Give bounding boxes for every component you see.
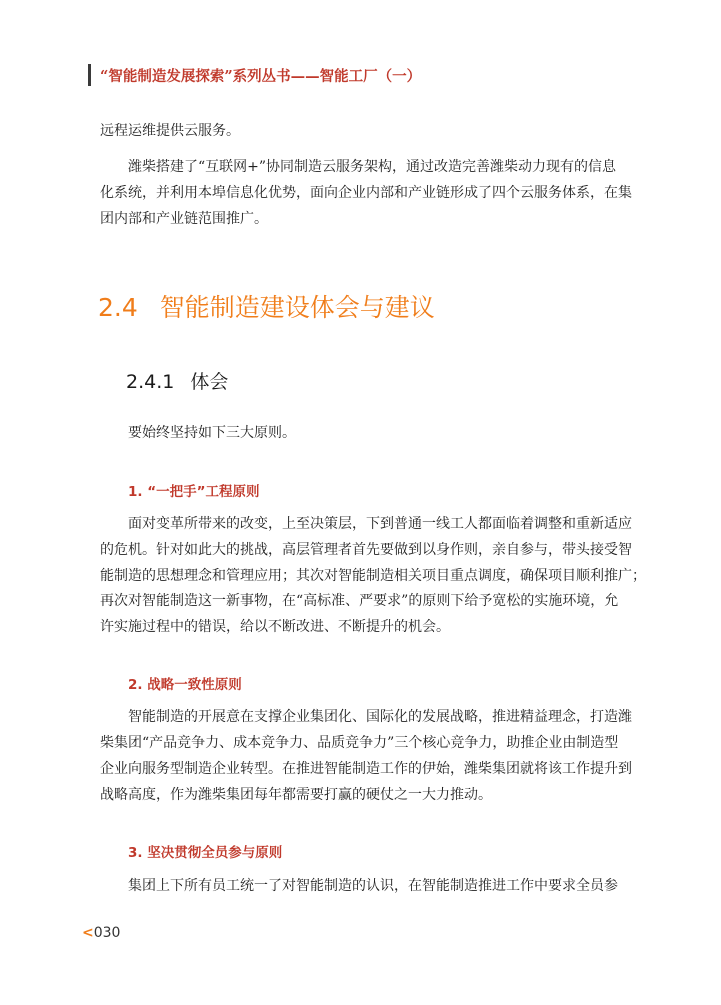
principle-1-line: 能制造的思想理念和管理应用；其次对智能制造相关项目重点调度，确保项目顺利推广；	[100, 568, 646, 584]
principle-heading-2: 2. 战略一致性原则	[128, 677, 242, 693]
principle-heading-3: 3. 坚决贯彻全员参与原则	[128, 845, 283, 861]
lead-paragraph: 要始终坚持如下三大原则。	[128, 425, 296, 441]
page-number	[82, 925, 120, 941]
principle-2-line: 柴集团“产品竞争力、成本竞争力、品质竞争力”三个核心竞争力，助推企业由制造型	[100, 735, 619, 751]
principle-1-line: 面对变革所带来的改变，上至决策层，下到普通一线工人都面临着调整和重新适应	[128, 516, 632, 532]
section-title: 智能制造建设体会与建议	[159, 293, 435, 322]
principle-1-line: 的危机。针对如此大的挑战，高层管理者首先要做到以身作则，亲自参与，带头接受智	[100, 542, 632, 558]
principle-2-line: 智能制造的开展意在支撑企业集团化、国际化的发展战略，推进精益理念，打造潍	[128, 709, 632, 725]
intro-line: 团内部和产业链范围推广。	[100, 211, 268, 227]
intro-line: 化系统，并利用本埠信息化优势，面向企业内部和产业链形成了四个云服务体系，在集	[100, 185, 632, 201]
subsection-heading	[126, 367, 228, 394]
principle-2-line: 战略高度，作为潍柴集团每年都需要打赢的硬仗之一大力推动。	[100, 787, 492, 803]
principle-heading-1: 1. “一把手”工程原则	[128, 484, 260, 500]
subsection-number: 2.4.1	[126, 371, 175, 393]
section-number: 2.4	[98, 293, 138, 322]
principle-1-line: 再次对智能制造这一新事物，在“高标准、严要求”的原则下给予宽松的实施环境，允	[100, 593, 619, 609]
principle-3-line: 集团上下所有员工统一了对智能制造的认识，在智能制造推进工作中要求全员参	[128, 878, 618, 894]
intro-line: 潍柴搭建了“互联网+”协同制造云服务架构，通过改造完善潍柴动力现有的信息	[128, 159, 617, 175]
page-arrow-icon: <	[82, 925, 94, 941]
intro-line: 远程运维提供云服务。	[100, 123, 240, 139]
header-divider-bar	[88, 64, 91, 86]
principle-2-line: 企业向服务型制造企业转型。在推进智能制造工作的伊始，潍柴集团就将该工作提升到	[100, 761, 632, 777]
subsection-title: 体会	[190, 371, 229, 393]
section-heading	[98, 288, 435, 324]
principle-1-line: 许实施过程中的错误，给以不断改进、不断提升的机会。	[100, 619, 450, 635]
running-header-title: “智能制造发展探索”系列丛书——智能工厂（一）	[100, 68, 422, 85]
page-number-digits: 030	[93, 925, 121, 941]
